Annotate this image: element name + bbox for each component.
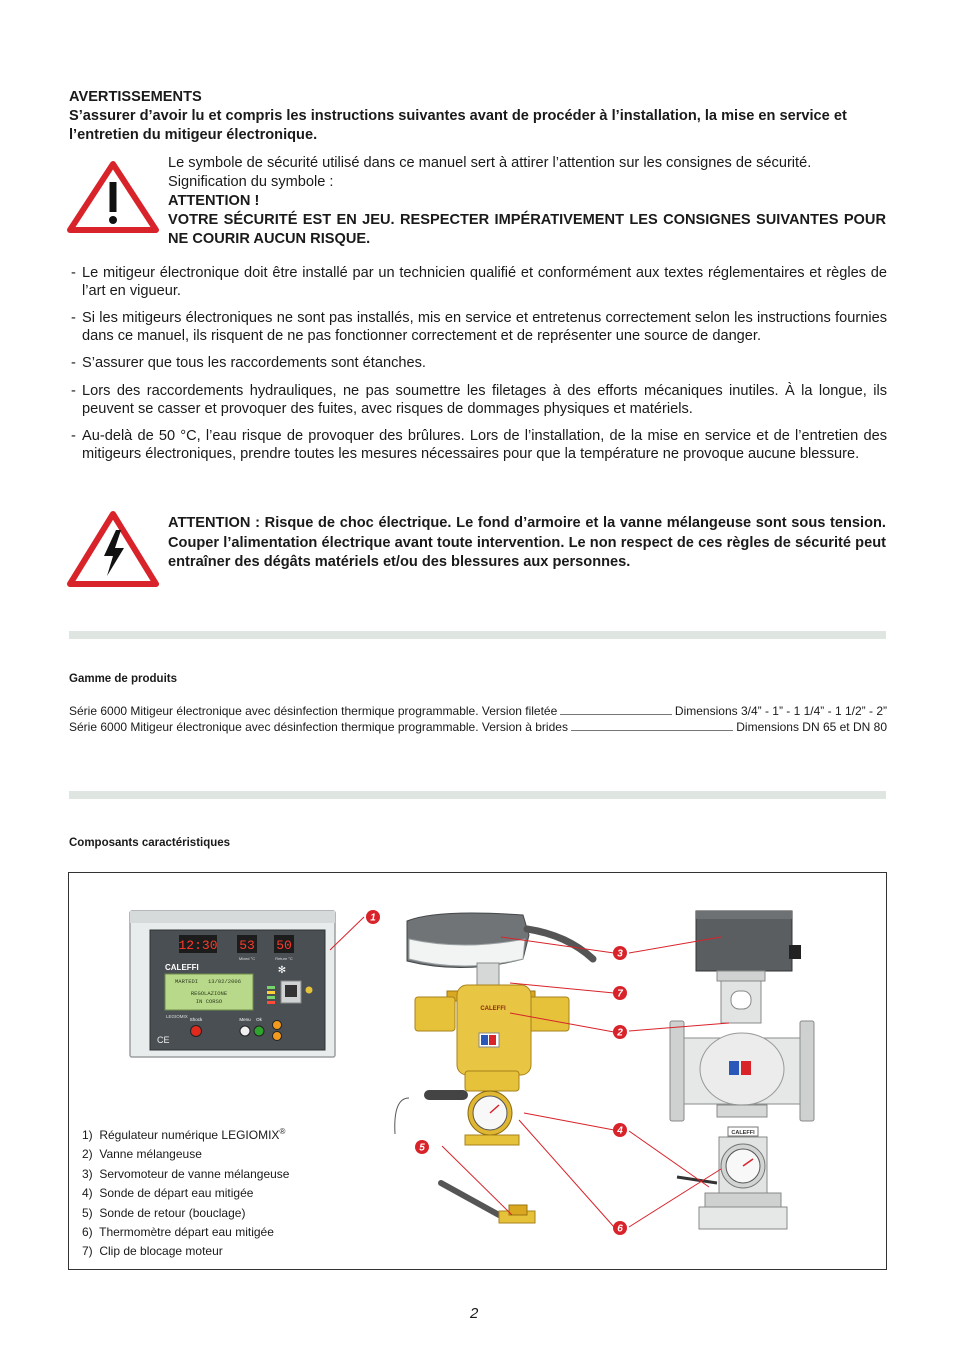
legend-item: 7) Clip de blocage moteur xyxy=(82,1244,223,1259)
flanged-valve xyxy=(670,911,814,1229)
electric-warning-text: ATTENTION : Risque de choc électrique. Le fond d’armoire et la vanne mélangeuse sont sous tension. Couper l’alimentation électrique avant toute intervention. Le non respect de ces règles de sécurité peut entraîner des dégâts matériels et/ou des blessures aux personnes. xyxy=(168,515,886,570)
valve-brand: CALEFFI xyxy=(480,1006,506,1012)
svg-text:4: 4 xyxy=(617,1125,623,1137)
range-row xyxy=(69,719,887,735)
svg-text:5: 5 xyxy=(419,1142,425,1154)
electric-shock-icon xyxy=(66,510,160,588)
components-legend xyxy=(82,1122,289,1262)
lcd-day: MARTEDI xyxy=(175,978,199,985)
lcd-date: 13/02/2006 xyxy=(208,978,242,985)
section-divider xyxy=(69,631,886,639)
attention-text: VOTRE SÉCURITÉ EST EN JEU. RESPECTER IMPÉRATIVEMENT LES CONSIGNES SUIVANTES POUR NE COURIR AUCUN RISQUE. xyxy=(168,212,886,247)
controller-unit xyxy=(130,911,335,1057)
range-value: Dimensions DN 65 et DN 80 xyxy=(736,720,887,734)
warning-item: - Si les mitigeurs électroniques ne sont pas installés, mis en service et entretenus correctement selon les instructions fournies dans ce manuel, ils risquent de ne pas fonctionner correctement et de représenter une source de danger. xyxy=(69,310,887,345)
marker-5 xyxy=(415,1140,429,1154)
marker-1 xyxy=(366,910,380,924)
return-probe xyxy=(441,1183,535,1223)
down-button xyxy=(273,1032,282,1041)
leader-line xyxy=(560,703,672,715)
return-label: Return °C xyxy=(275,956,293,961)
legend-item: 1) Régulateur numérique LEGIOMIX® xyxy=(82,1127,286,1142)
ok-button xyxy=(254,1026,264,1036)
ce-mark: CE xyxy=(157,1035,170,1045)
warning-item: - Lors des raccordements hydrauliques, ne pas soumettre les filetages à des efforts mécaniques inutiles. À la longue, ils peuvent se casser et provoquer des fuites, avec risques de dommages physiques et matériels. xyxy=(69,383,887,418)
marker-3 xyxy=(613,946,627,960)
up-button xyxy=(273,1021,282,1030)
legend-item: 6) Thermomètre départ eau mitigée xyxy=(82,1225,274,1240)
range-row xyxy=(69,703,887,719)
mixed-temp-display: 53 xyxy=(239,938,255,953)
warning-item: - S’assurer que tous les raccordements sont étanches. xyxy=(69,355,887,373)
warning-item: - Au-delà de 50 °C, l’eau risque de provoquer des brûlures. Lors de l’installation, de la mise en service et de l’entretien des mitigeurs électroniques, prendre toutes les mesures nécessaires pour que la température ne provoque aucune blessure. xyxy=(69,428,887,463)
legend-item: 2) Vanne mélangeuse xyxy=(82,1147,202,1162)
svg-text:2: 2 xyxy=(617,1027,623,1039)
threaded-valve xyxy=(395,913,593,1145)
legend-item: 4) Sonde de départ eau mitigée xyxy=(82,1186,254,1201)
range-label: Série 6000 Mitigeur électronique avec désinfection thermique programmable. Version à brides xyxy=(69,720,568,734)
warnings-title: AVERTISSEMENTS xyxy=(69,89,202,105)
lcd-line-1: REGOLAZIONE xyxy=(190,990,228,997)
lcd-line-2: IN CORSO xyxy=(195,998,223,1005)
range-label: Série 6000 Mitigeur électronique avec désinfection thermique programmable. Version filetée xyxy=(69,704,558,718)
warnings-subtitle: S’assurer d’avoir lu et compris les instructions suivantes avant de procéder à l’installation, la mise en service et l’entretien du mitigeur électronique. xyxy=(69,108,847,143)
svg-text:7: 7 xyxy=(617,988,623,1000)
menu-button xyxy=(240,1026,250,1036)
section-divider xyxy=(69,791,886,799)
time-display: 12:30 xyxy=(178,938,218,953)
marker-4 xyxy=(613,1123,627,1137)
marker-2 xyxy=(613,1025,627,1039)
warnings-header xyxy=(69,88,889,145)
symbol-intro-text: Le symbole de sécurité utilisé dans ce manuel sert à attirer l’attention sur les consignes de sécurité. Signification du symbole : xyxy=(168,155,812,190)
shock-label: Shock xyxy=(189,1017,203,1022)
marker-7 xyxy=(613,986,627,1000)
menu-label: Menu xyxy=(239,1017,251,1022)
svg-text:1: 1 xyxy=(370,912,376,924)
shock-button xyxy=(191,1026,202,1037)
svg-text:6: 6 xyxy=(617,1223,623,1235)
range-title: Gamme de produits xyxy=(69,673,177,685)
mixed-label: Mixed °C xyxy=(238,956,256,961)
flange-brand: CALEFFI xyxy=(731,1130,755,1136)
components-title: Composants caractéristiques xyxy=(69,837,231,849)
range-value: Dimensions 3/4” - 1” - 1 1/4” - 1 1/2” - 2” xyxy=(674,704,887,718)
controller-brand: CALEFFI xyxy=(165,963,199,972)
marker-6 xyxy=(613,1221,627,1235)
legend-item: 3) Servomoteur de vanne mélangeuse xyxy=(82,1166,290,1181)
ok-label: Ok xyxy=(256,1017,262,1022)
lcd-small-brand: LEGIOMIX xyxy=(166,1014,188,1019)
safety-symbol-intro xyxy=(168,154,886,249)
warning-list xyxy=(69,265,887,473)
legend-item: 5) Sonde de retour (bouclage) xyxy=(82,1205,246,1220)
svg-text:3: 3 xyxy=(617,948,623,960)
warning-triangle-icon xyxy=(66,160,160,234)
warning-item: - Le mitigeur électronique doit être installé par un technicien qualifié et conformément aux textes réglementaires et règles de l’art en vigueur. xyxy=(69,265,887,300)
leader-line xyxy=(571,719,733,731)
fan-icon: ✻ xyxy=(277,965,287,976)
attention-label: ATTENTION ! xyxy=(168,193,260,209)
page-number: 2 xyxy=(470,1305,479,1322)
return-temp-display: 50 xyxy=(276,938,292,953)
